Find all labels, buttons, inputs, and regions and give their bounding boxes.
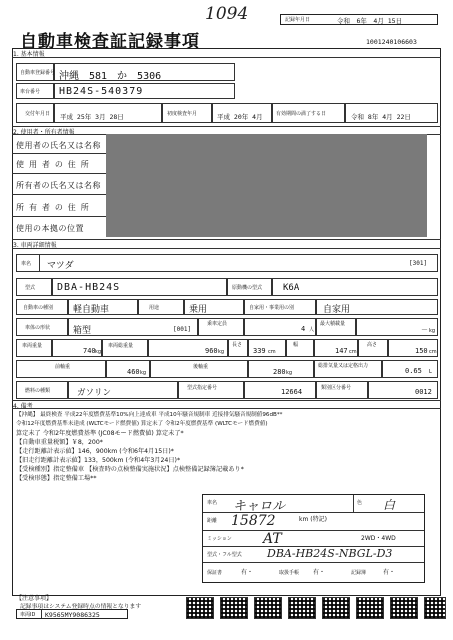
weight-value-cell <box>52 339 102 357</box>
rear-axle-label-cell <box>150 360 248 378</box>
hw-mission-value: AT <box>263 531 282 547</box>
hw-color-label: 色 <box>357 500 363 506</box>
front-axle-value: 460 <box>127 368 140 376</box>
front-axle-unit: kg <box>140 370 147 376</box>
use-label-cell <box>138 299 184 315</box>
vehicle-id-box <box>16 609 128 619</box>
issue-value: 平成 25年 3月 28日 <box>60 113 124 121</box>
handwritten-box <box>202 494 425 583</box>
base-location-label: 使用の本拠の位置 <box>16 224 84 233</box>
remark-line-4: 【自動車重量税額】￥8，200* <box>16 439 103 446</box>
remark-line-7: 【受検種別】指定整備車 【検査時の点検整備実施状況】点検整備記録簿記載あり* <box>16 466 244 473</box>
weight-value: 740 <box>83 347 96 355</box>
rear-axle-label: 後軸重 <box>193 364 209 370</box>
width-value: 147 <box>335 347 348 355</box>
qr-code-3 <box>254 597 282 619</box>
height-label: 高さ <box>367 342 378 348</box>
owner-address-label: 所 有 者 の 住 所 <box>16 203 90 212</box>
body-value-cell <box>68 318 198 336</box>
reg-value: 沖縄 581 か 5306 <box>59 71 162 82</box>
qr-code-7 <box>390 597 418 619</box>
remark-line-8: 【受検形態】指定整備工場** <box>16 475 97 482</box>
kind-value-cell <box>68 299 138 315</box>
use-value: 乗用 <box>189 305 208 315</box>
displacement-label-cell <box>314 360 382 378</box>
qr-code-1 <box>186 597 214 619</box>
body-value: 箱型 <box>73 326 92 336</box>
class-value: 0012 <box>415 388 432 396</box>
kind-label-cell <box>16 299 68 315</box>
height-value: 150 <box>415 347 428 355</box>
expiry-label-cell <box>272 103 345 123</box>
expiry-value-cell <box>345 103 438 123</box>
max-load-value: － <box>421 326 428 334</box>
chassis-label-cell <box>16 83 54 99</box>
width-unit: cm <box>349 349 357 355</box>
hw-name-label: 車名 <box>207 500 218 506</box>
first-reg-value-cell <box>212 103 272 123</box>
class-label: 類別区分番号 <box>321 385 352 391</box>
length-label: 長さ <box>232 342 243 348</box>
length-value-cell <box>248 339 286 357</box>
expiry-label: 有効期間の満了する日 <box>276 111 327 117</box>
qr-code-5 <box>322 597 350 619</box>
chassis-value-cell <box>54 83 235 99</box>
width-value-cell <box>314 339 358 357</box>
maker-label: 車名 <box>21 261 32 267</box>
capacity-value-cell <box>244 318 316 336</box>
maker-code: [301] <box>409 260 428 267</box>
model-label: 型式 <box>25 285 36 291</box>
hw-distance-unit: km (特記) <box>299 516 327 523</box>
record-date-box <box>280 14 438 25</box>
remark-line-6: 【旧走行距離計表示値】133，500km (令和4年3月24日)* <box>16 457 181 464</box>
hw-color-value: 白 <box>383 498 396 512</box>
max-load-unit: kg <box>429 328 436 334</box>
max-load-label-cell <box>316 318 356 336</box>
hw-model-label: 型式・フル型式 <box>207 552 242 558</box>
hw-warranty-value: 有・ <box>241 569 254 576</box>
hw-mission-label: ミッション <box>207 536 232 542</box>
capacity-label: 乗車定員 <box>207 321 228 327</box>
fuel-label-cell <box>16 381 68 399</box>
class-label-cell <box>316 381 368 399</box>
type-approval-label: 型式指定番号 <box>187 385 218 391</box>
type-approval-value-cell <box>244 381 316 399</box>
section-basic: 1. 基本情報 <box>13 51 45 58</box>
owner-name-label: 所有者の氏名又は名称 <box>16 181 101 190</box>
hw-record-label: 記録簿 <box>351 570 367 576</box>
hw-name-value: キャロル <box>233 499 286 514</box>
purpose-value: 自家用 <box>323 305 351 315</box>
length-unit: cm <box>268 349 276 355</box>
remark-line-2: 令和12年度燃費基準未達成 (WLTCモード燃費値) 算定未了 令和2年度燃費基準 (WLTCモード燃費値) <box>16 421 268 427</box>
body-code: [001] <box>173 326 192 333</box>
engine-label: 原動機の型式 <box>232 285 263 291</box>
kind-label: 自動車の種別 <box>23 305 54 311</box>
remark-line-1: 【沖縄】 最終検査 平成22年度燃費基準10%向上達成車 平成10年騒音規制車 近接排気騒音規制値96dB** <box>16 412 283 418</box>
engine-label-cell <box>227 278 272 296</box>
purpose-label-cell <box>244 299 316 315</box>
hw-model-value: DBA-HB24S-NBGL-D3 <box>267 547 393 560</box>
displacement-value: 0.65 <box>405 367 422 375</box>
qr-code-2 <box>220 597 248 619</box>
gross-unit: kg <box>218 349 225 355</box>
issue-label: 交付年月日 <box>25 111 51 117</box>
section-users: 2. 使用者・所有者情報 <box>13 129 75 136</box>
height-label-cell <box>358 339 388 357</box>
gross-value: 960 <box>205 347 218 355</box>
notice-header: 【注意事項】 <box>16 595 53 602</box>
height-unit: cm <box>429 349 437 355</box>
user-name-label: 使用者の氏名又は名称 <box>16 141 101 150</box>
height-value-cell <box>388 339 438 357</box>
hw-distance-label: 距離 <box>207 518 218 524</box>
displacement-unit: L <box>429 369 432 375</box>
capacity-unit: 人 <box>309 327 315 333</box>
reg-label-cell <box>16 63 54 81</box>
type-approval-label-cell <box>178 381 244 399</box>
issue-label-cell <box>16 103 54 123</box>
chassis-value: HB24S-540379 <box>59 86 144 97</box>
expiry-value: 令和 8年 4月 22日 <box>351 113 411 121</box>
gross-label-cell <box>102 339 148 357</box>
use-value-cell <box>184 299 244 315</box>
hw-distance-value: 15872 <box>231 513 276 529</box>
section-vehicle: 3. 車両詳細情報 <box>13 242 57 249</box>
width-label: 幅 <box>293 342 299 348</box>
capacity-label-cell <box>198 318 244 336</box>
redacted-owner-info <box>106 134 427 237</box>
model-label-cell <box>16 278 52 296</box>
gross-value-cell <box>148 339 228 357</box>
qr-code-4 <box>288 597 316 619</box>
hw-manual-label: 取扱手帳 <box>279 570 300 576</box>
remark-line-5: 【走行距離計表示値】146，900km (令和6年4月15日)* <box>16 448 174 455</box>
rear-axle-value-cell <box>248 360 314 378</box>
kind-value: 軽自動車 <box>73 305 110 315</box>
fuel-value-cell <box>68 381 178 399</box>
vehicle-id-value: K9565MY9086325 <box>45 611 100 619</box>
record-date-value: 令和 6年 4月 15日 <box>337 17 403 25</box>
type-approval-value: 12664 <box>281 388 303 396</box>
use-label: 用途 <box>149 305 160 311</box>
user-address-label: 使 用 者 の 住 所 <box>16 160 90 169</box>
capacity-value: 4 <box>301 325 306 333</box>
purpose-label: 自家用・事業用の別 <box>249 305 295 311</box>
section-remarks: 4. 備考 <box>13 403 33 410</box>
body-label-cell <box>16 318 68 336</box>
remark-line-3: 算定未了 令和2年度燃費基準 (JC08モード燃費値) 算定未了* <box>16 430 184 437</box>
reg-label: 自動車登録番号 <box>20 70 56 76</box>
hw-manual-value: 有・ <box>313 569 326 576</box>
length-value: 339 <box>253 347 266 355</box>
hw-drive-value: 2WD・4WD <box>361 535 396 542</box>
weight-label: 車両重量 <box>22 343 43 349</box>
chassis-label: 車台番号 <box>20 89 41 95</box>
rear-axle-value: 280 <box>273 368 286 376</box>
front-axle-value-cell <box>106 360 150 378</box>
engine-value-cell <box>272 278 438 296</box>
length-label-cell <box>228 339 248 357</box>
displacement-label: 総排気量又は定格出力 <box>318 363 369 369</box>
front-axle-label: 前軸重 <box>55 364 71 370</box>
fuel-value: ガソリン <box>77 388 112 398</box>
max-load-label: 最大積載量 <box>320 321 346 327</box>
hw-record-value: 有・ <box>383 569 396 576</box>
width-label-cell <box>286 339 314 357</box>
front-axle-label-cell <box>16 360 106 378</box>
reg-value-cell <box>54 63 235 81</box>
document-number: 1001240106603 <box>366 38 417 46</box>
qr-code-6 <box>356 597 384 619</box>
record-date-label: 記録年月日 <box>285 17 311 23</box>
first-reg-label: 初度検査年月 <box>167 111 198 117</box>
class-value-cell <box>368 381 438 399</box>
handwritten-number: 1094 <box>205 4 249 24</box>
page-title: 自動車検査証記録事項 <box>20 32 200 52</box>
model-value: DBA-HB24S <box>57 282 121 293</box>
qr-code-8 <box>424 597 446 619</box>
gross-label: 車両総重量 <box>108 343 134 349</box>
maker-row <box>16 254 438 272</box>
fuel-label: 燃料の種類 <box>25 388 51 394</box>
purpose-value-cell <box>316 299 438 315</box>
first-reg-label-cell <box>162 103 212 123</box>
max-load-value-cell <box>356 318 438 336</box>
displacement-value-cell <box>382 360 438 378</box>
weight-label-cell <box>16 339 52 357</box>
hw-warranty-label: 保証書 <box>207 570 223 576</box>
engine-value: K6A <box>283 283 300 293</box>
first-reg-value: 平成 20年 4月 <box>217 113 263 121</box>
body-label: 車体の形状 <box>25 325 51 331</box>
vehicle-id-label: 車両ID <box>20 612 36 618</box>
issue-value-cell <box>54 103 162 123</box>
model-value-cell <box>52 278 227 296</box>
weight-unit: kg <box>95 349 102 355</box>
rear-axle-unit: kg <box>286 370 293 376</box>
maker-value: マツダ <box>47 261 74 271</box>
notice-line: 記録事項はシステム登録時点の情報となります <box>20 604 142 610</box>
